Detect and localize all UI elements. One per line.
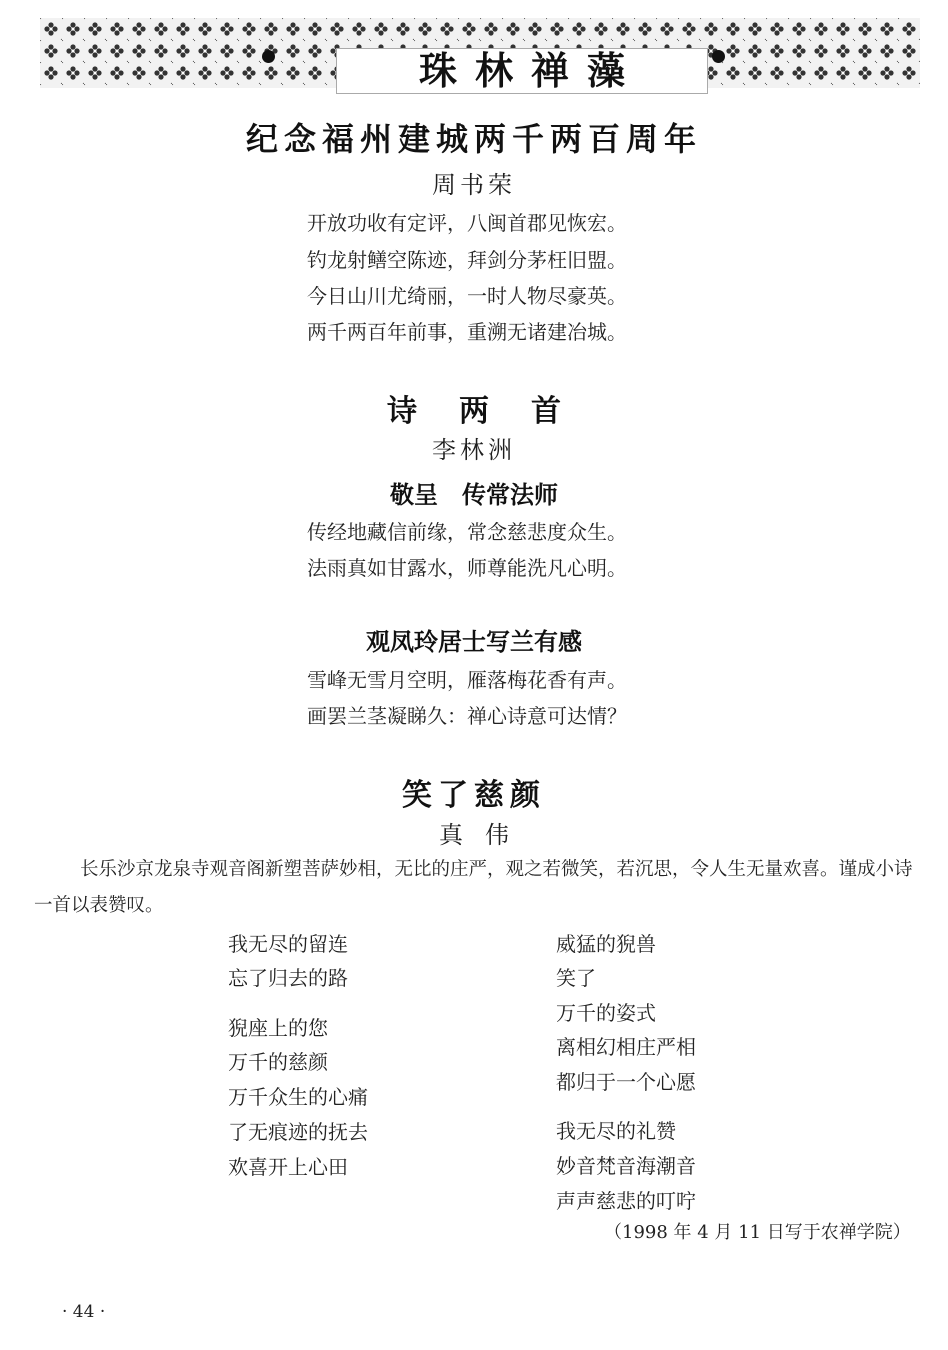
poem3-right-line: 我无尽的礼赞 [556,1119,676,1143]
poem3-right-line: 万千的姿式 [556,1001,656,1025]
poem3-author: 真伟 [439,821,531,849]
poem1-line: 今日山川尤绮丽，一时人物尽豪英。 [307,284,627,308]
poem2-sub2-line: 雪峰无雪月空明，雁落梅花香有声。 [307,668,627,692]
poem1-line: 开放功收有定评，八闽首郡见恢宏。 [307,211,627,235]
poem3-left-line: 万千的慈颜 [228,1050,328,1074]
header-title-box [336,48,708,94]
poem3-right-line: 声声慈悲的叮咛 [556,1189,696,1213]
poem1-author: 周书荣 [432,171,516,199]
poem3-right-line: 威猛的猊兽 [556,932,656,956]
poem1-line: 钓龙射鳝空陈迹，拜剑分茅枉旧盟。 [307,248,627,272]
poem3-right-line: 都归于一个心愿 [556,1070,696,1094]
poem3-right-line: 离相幻相庄严相 [556,1035,696,1059]
poem3-right-line: 妙音梵音海潮音 [556,1154,696,1178]
poem2-sub1-line: 法雨真如甘露水，师尊能洗凡心明。 [307,556,627,580]
page-number: · 44 · [62,1302,106,1322]
poem2-title: 诗两首 [387,394,603,429]
poem3-left-line: 我无尽的留连 [228,932,348,956]
poem2-sub2-title: 观凤玲居士写兰有感 [366,628,582,656]
poem3-title: 笑了慈颜 [402,778,546,813]
poem3-date-note: （1998 年 4 月 11 日写于农禅学院） [604,1222,911,1243]
header-banner [40,18,920,93]
poem1-line: 两千两百年前事，重溯无诸建冶城。 [307,320,627,344]
dot-right-icon [712,50,725,63]
section-title: 珠林禅藻 [418,48,643,93]
poem3-left-line: 忘了归去的路 [228,966,348,990]
poem3-left-line: 欢喜开上心田 [228,1155,348,1179]
poem2-sub1-line: 传经地藏信前缘，常念慈悲度众生。 [307,520,627,544]
poem3-right-line: 笑了 [556,966,596,990]
poem1-title: 纪念福州建城两千两百周年 [245,120,702,158]
poem2-author: 李林洲 [432,436,516,464]
poem3-left-line: 了无痕迹的抚去 [228,1120,368,1144]
poem3-left-line: 猊座上的您 [228,1016,328,1040]
poem2-sub2-line: 画罢兰茎凝睇久：禅心诗意可达情？ [307,704,627,728]
poem3-preface: 长乐沙京龙泉寺观音阁新塑菩萨妙相，无比的庄严，观之若微笑，若沉思，令人生无量欢喜。谨成小诗一首以表赞叹。 [34,859,913,916]
dot-left-icon [262,50,275,63]
poem2-sub1-title: 敬呈 传常法师 [390,481,558,509]
poem3-left-line: 万千众生的心痛 [228,1085,368,1109]
